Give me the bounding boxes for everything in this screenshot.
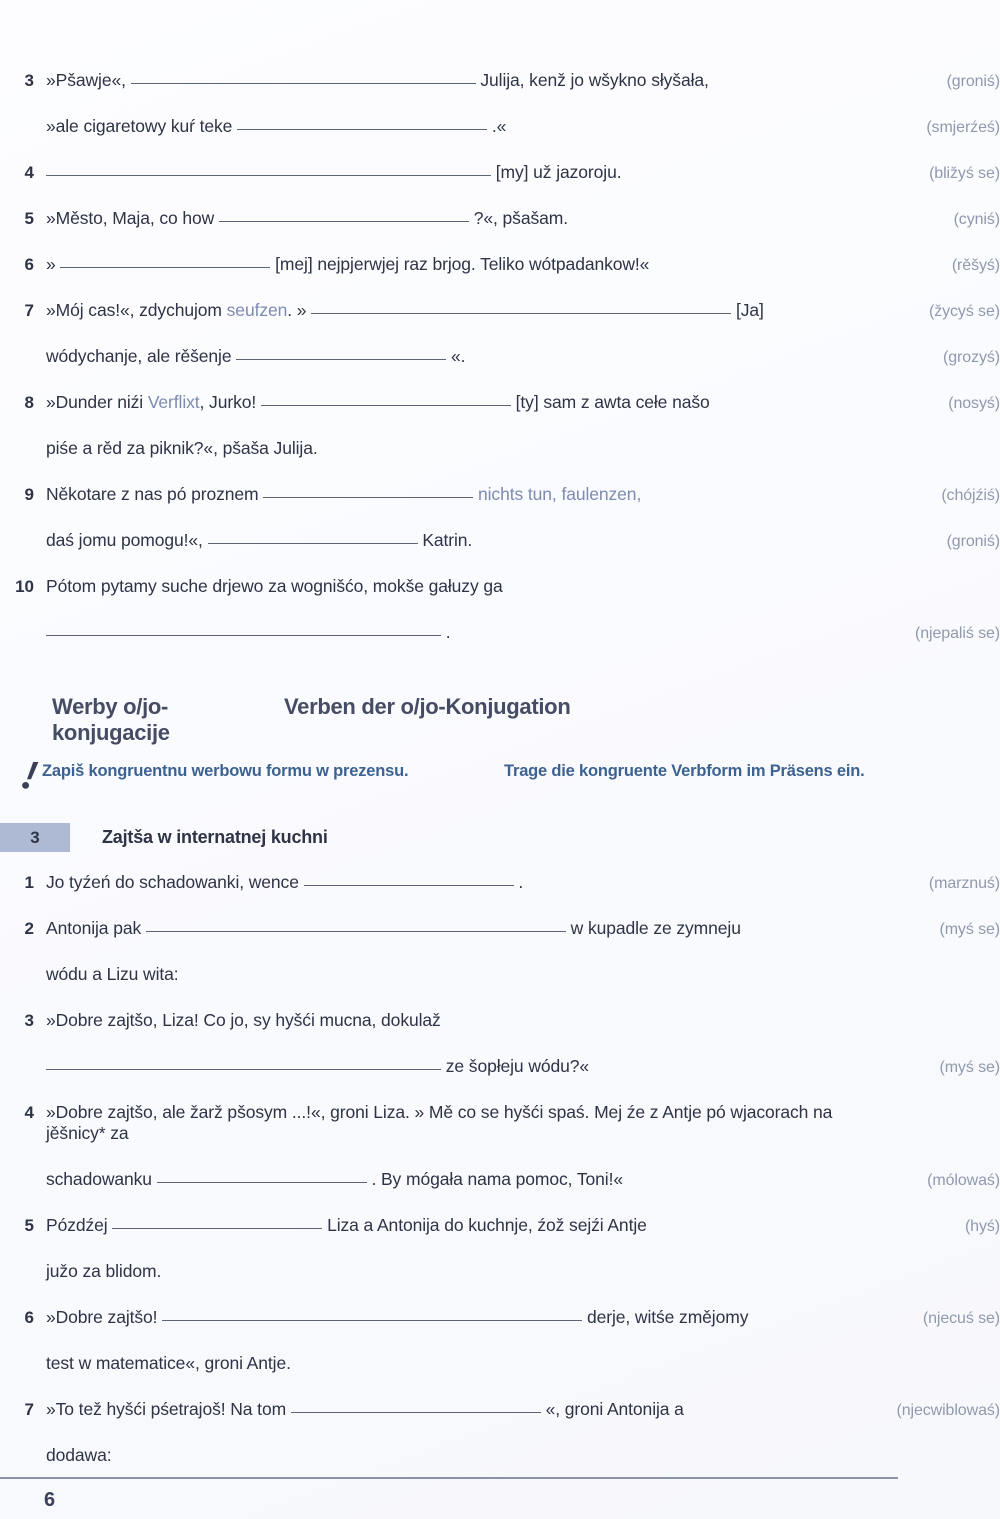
sentence-text: wódychanje, ale rěšenje — [46, 346, 232, 366]
exercise-line — [0, 1169, 1000, 1190]
sentence-text: »Dobre zajtšo, ale žarž pšosym ...!«, groni Liza. » Mě co se hyšći spaś. Mej źe z Antje pó wjacorach na jěšnicy* za — [46, 1102, 833, 1143]
line-spacer — [0, 1420, 1000, 1445]
item-number: 10 — [15, 577, 34, 596]
exercise3-number-badge: 3 — [0, 823, 70, 852]
verb-hint: (cyniś) — [953, 211, 1000, 228]
exercise-line — [0, 1215, 1000, 1236]
answer-blank[interactable] — [291, 1412, 541, 1413]
line-spacer — [0, 137, 1000, 162]
exercise-line — [0, 346, 1000, 367]
item-text — [46, 254, 840, 275]
sentence-text: test w matematice«, groni Antje. — [46, 1353, 291, 1373]
exercise-line — [0, 300, 1000, 321]
sentence-text: » — [46, 254, 56, 274]
item-text — [46, 576, 840, 597]
exercise-line — [0, 1307, 1000, 1328]
line-spacer — [0, 1328, 1000, 1353]
answer-blank[interactable] — [162, 1320, 582, 1321]
line-spacer — [0, 893, 1000, 918]
verb-hint: (hyś) — [964, 1218, 1000, 1235]
sentence-text: . — [445, 622, 451, 642]
exercise3-header — [0, 823, 1000, 852]
verb-hint: (njepaliś se) — [915, 625, 1000, 642]
item-text — [46, 162, 840, 183]
sentence-text: piśe a rěd za piknik?«, pšaša Julija. — [46, 438, 318, 458]
german-gloss: seufzen — [226, 300, 288, 320]
exercise-line — [0, 1353, 1000, 1374]
exercise-line — [0, 622, 1000, 643]
sentence-text: . — [518, 872, 524, 892]
exercise-line — [0, 1261, 1000, 1282]
sentence-text: Antonija pak — [46, 918, 142, 938]
answer-blank[interactable] — [263, 497, 473, 498]
verb-hint: (nosyś) — [948, 395, 1000, 412]
verb-hint: (mólowaś) — [927, 1172, 1000, 1189]
item-number: 7 — [24, 301, 34, 320]
item-number: 5 — [24, 209, 34, 228]
item-text — [46, 346, 840, 367]
item-text — [46, 1307, 840, 1328]
answer-blank[interactable] — [131, 83, 476, 84]
item-text — [46, 1056, 840, 1077]
sentence-text: »Dobre zajtšo! — [46, 1307, 158, 1327]
exercise-continued-list — [0, 70, 1000, 668]
instruction-hsb: Zapiš kongruentnu werbowu formu w prezensu. — [42, 762, 409, 780]
item-number: 2 — [24, 919, 34, 938]
item-number: 3 — [24, 1011, 34, 1030]
item-number: 3 — [24, 71, 34, 90]
exercise-line — [0, 392, 1000, 413]
sentence-text: Jo tyźeń do schadowanki, wence — [46, 872, 299, 892]
sentence-text: . » — [287, 300, 307, 320]
item-text — [46, 964, 840, 985]
sentence-text: Někotare z nas pó proznem — [46, 484, 259, 504]
item-number: 7 — [24, 1400, 34, 1419]
item-number: 4 — [24, 1103, 34, 1122]
item-text — [46, 1169, 840, 1190]
sentence-text: , Jurko! — [199, 392, 257, 412]
exercise-line — [0, 70, 1000, 91]
item-text — [46, 530, 840, 551]
line-spacer — [0, 597, 1000, 622]
sentence-text: [Ja] — [735, 300, 764, 320]
exercise-line — [0, 1399, 1000, 1420]
sentence-text: »Dobre zajtšo, Liza! Co jo, sy hyšći mucna, dokulaž — [46, 1010, 441, 1030]
page-number: 6 — [44, 1489, 56, 1511]
exercise-line — [0, 208, 1000, 229]
exercise-line — [0, 162, 1000, 183]
exercise-line — [0, 484, 1000, 505]
sentence-text: južo za blidom. — [46, 1261, 162, 1281]
item-text — [46, 392, 840, 413]
exercise-line — [0, 1010, 1000, 1031]
item-text — [46, 116, 840, 137]
sentence-text: Katrin. — [422, 530, 473, 550]
sentence-text: »ale cigaretowy kuŕ teke — [46, 116, 233, 136]
item-text — [46, 438, 840, 459]
exercise3-title: Zajtša w internatnej kuchni — [102, 827, 328, 847]
line-spacer — [0, 643, 1000, 668]
item-text — [46, 918, 840, 939]
answer-blank[interactable] — [208, 543, 418, 544]
line-spacer — [0, 551, 1000, 576]
sentence-text: daś jomu pomogu!«, — [46, 530, 203, 550]
line-spacer — [0, 1236, 1000, 1261]
line-spacer — [0, 505, 1000, 530]
line-spacer — [0, 1077, 1000, 1102]
verb-hint: (myś se) — [939, 1059, 1000, 1076]
verb-hint: (groniś) — [946, 73, 1000, 90]
exclamation-mark-icon — [20, 760, 42, 790]
item-text — [46, 1353, 840, 1374]
answer-blank[interactable] — [46, 635, 441, 636]
exercise-line — [0, 1445, 1000, 1466]
line-spacer — [0, 1031, 1000, 1056]
item-text — [46, 300, 840, 321]
exercise-line — [0, 964, 1000, 985]
german-gloss: nichts tun, faulenzen, — [478, 484, 642, 504]
sentence-text: derje, witśe změjomy — [586, 1307, 749, 1327]
sentence-text: Liza a Antonija do kuchnje, źož sejźi Antje — [327, 1215, 647, 1235]
verb-hint: (rěšyś) — [951, 257, 1000, 274]
exercise-line — [0, 576, 1000, 597]
line-spacer — [0, 367, 1000, 392]
verb-hint: (smjerźeś) — [926, 119, 1000, 136]
line-spacer — [0, 183, 1000, 208]
item-number: 6 — [24, 1308, 34, 1327]
item-text — [46, 1445, 840, 1466]
item-text — [46, 1215, 840, 1236]
footer-divider — [0, 1477, 898, 1479]
item-text — [46, 1399, 840, 1420]
german-gloss: Verflixt — [147, 392, 200, 412]
verb-hint: (njecwiblowaś) — [896, 1402, 1000, 1419]
exercise-line — [0, 116, 1000, 137]
sentence-text: »Město, Maja, co how — [46, 208, 215, 228]
sentence-text: »To tež hyšći pśetrajoš! Na tom — [46, 1399, 287, 1419]
item-number: 1 — [24, 873, 34, 892]
verb-hint: (myś se) — [939, 921, 1000, 938]
answer-blank[interactable] — [261, 405, 511, 406]
section-heading-hsb: Werby o/jo-konjugacije — [52, 694, 170, 745]
sentence-text: w kupadle ze zymneju — [570, 918, 741, 938]
sentence-text: wódu a Lizu wita: — [46, 964, 179, 984]
sentence-text: [ty] sam z awta cełe našo — [515, 392, 710, 412]
item-number: 8 — [24, 393, 34, 412]
sentence-text: ?«, pšašam. — [473, 208, 568, 228]
answer-blank[interactable] — [46, 1069, 441, 1070]
line-spacer — [0, 1282, 1000, 1307]
line-spacer — [0, 229, 1000, 254]
exercise-line — [0, 438, 1000, 459]
sentence-text: »Pšawje«, — [46, 70, 126, 90]
item-text — [46, 1010, 840, 1031]
item-number: 9 — [24, 485, 34, 504]
answer-blank[interactable] — [219, 221, 469, 222]
verb-hint: (chójźiś) — [941, 487, 1000, 504]
item-text — [46, 1102, 840, 1144]
sentence-text: schadowanku — [46, 1169, 152, 1189]
item-text — [46, 484, 840, 505]
sentence-text: »Mój cas!«, zdychujom — [46, 300, 227, 320]
verb-hint: (marznuś) — [928, 875, 1000, 892]
exercise-line — [0, 254, 1000, 275]
answer-blank[interactable] — [236, 359, 446, 360]
item-number: 4 — [24, 163, 34, 182]
item-text — [46, 208, 840, 229]
sentence-text: . By mógała nama pomoc, Toni!« — [371, 1169, 623, 1189]
item-text — [46, 872, 840, 893]
section-heading-de: Verben der o/jo-Konjugation — [284, 694, 571, 719]
answer-blank[interactable] — [304, 885, 514, 886]
line-spacer — [0, 321, 1000, 346]
line-spacer — [0, 1144, 1000, 1169]
exercise-line — [0, 918, 1000, 939]
instruction-de: Trage die kongruente Verbform im Präsens ein. — [504, 762, 865, 780]
exercise-line — [0, 872, 1000, 893]
exercise-line — [0, 1056, 1000, 1077]
answer-blank[interactable] — [60, 267, 270, 268]
line-spacer — [0, 1374, 1000, 1399]
answer-blank[interactable] — [237, 129, 487, 130]
verb-hint: (groniś) — [946, 533, 1000, 550]
item-text — [46, 622, 840, 643]
sentence-text: »Dunder niźi — [46, 392, 148, 412]
answer-blank[interactable] — [112, 1228, 322, 1229]
verb-hint: (bližyś se) — [929, 165, 1000, 182]
line-spacer — [0, 985, 1000, 1010]
sentence-text: «, groni Antonija a — [545, 1399, 684, 1419]
line-spacer — [0, 459, 1000, 484]
sentence-text: Julija, kenž jo wšykno słyšała, — [480, 70, 709, 90]
verb-hint: (grozyś) — [943, 349, 1000, 366]
answer-blank[interactable] — [311, 313, 731, 314]
exercise-line — [0, 530, 1000, 551]
sentence-text: .« — [491, 116, 507, 136]
answer-blank[interactable] — [146, 931, 566, 932]
line-spacer — [0, 413, 1000, 438]
line-spacer — [0, 1190, 1000, 1215]
sentence-text: [mej] nejpjerwjej raz brjog. Teliko wótpadankow!« — [275, 254, 650, 274]
line-spacer — [0, 275, 1000, 300]
line-spacer — [0, 91, 1000, 116]
verb-hint: (njecuś se) — [922, 1310, 1000, 1327]
line-spacer — [0, 939, 1000, 964]
verb-hint: (žycyś se) — [928, 303, 1000, 320]
section-heading-block — [0, 694, 1000, 792]
exercise3-list — [0, 872, 1000, 1491]
sentence-text: ze šopłeju wódu?« — [445, 1056, 590, 1076]
item-number: 5 — [24, 1216, 34, 1235]
item-text — [46, 1261, 840, 1282]
sentence-text: dodawa: — [46, 1445, 112, 1465]
sentence-text: Pózdźej — [46, 1215, 108, 1235]
answer-blank[interactable] — [157, 1182, 367, 1183]
exercise-line — [0, 1102, 1000, 1144]
item-number: 6 — [24, 255, 34, 274]
answer-blank[interactable] — [46, 175, 491, 176]
sentence-text: Pótom pytamy suche drjewo za wognišćo, mokše gałuzy ga — [46, 576, 503, 596]
sentence-text: «. — [451, 346, 466, 366]
sentence-text: [my] už jazoroju. — [495, 162, 622, 182]
item-text — [46, 70, 840, 91]
